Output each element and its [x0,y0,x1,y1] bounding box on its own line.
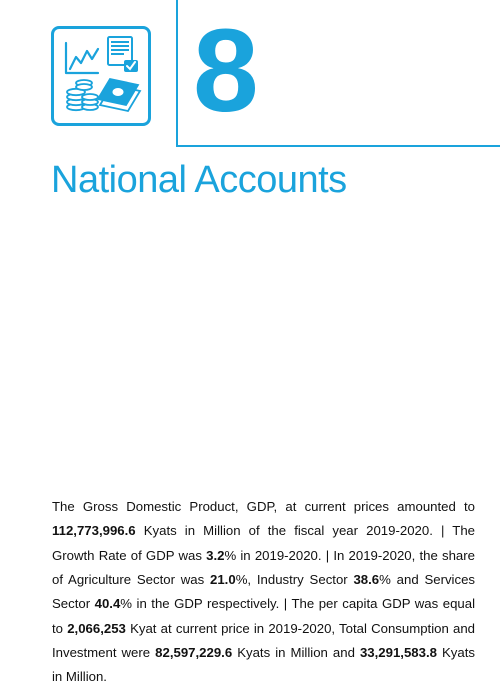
consumption-value: 82,597,229.6 [155,644,233,660]
services-share-value: 40.4 [94,596,121,612]
industry-share-value: 38.6 [353,572,380,588]
chapter-number: 8 [193,5,257,137]
header-vertical-rule [176,0,178,146]
per-capita-gdp-value: 2,066,253 [67,620,126,636]
summary-text: % in the GDP respectively. | The per capita GDP was equal to [52,596,476,636]
summary-text: The Gross Domestic Product, GDP, at current prices amounted to [52,499,475,515]
summary-text: Kyats in Million and [232,644,360,660]
investment-value: 33,291,583.8 [359,644,437,660]
summary-text: % and Services Sector [52,572,476,612]
summary-text: Kyats in Million of the fiscal year 2019-2020. | The Growth Rate of GDP was [52,523,475,563]
gdp-value: 112,773,996.6 [52,523,136,539]
summary-text: Kyats in Million. [52,644,475,685]
summary-text: %, Industry Sector [235,572,354,588]
growth-rate-value: 3.2 [206,547,225,563]
summary-paragraph [52,495,475,689]
finance-chart-money-icon [54,29,148,123]
summary-text: Kyat at current price in 2019-2020, Total Consumption and Investment were [52,620,475,660]
summary-text: % in 2019-2020. | In 2019-2020, the share of Agriculture Sector was [52,547,475,588]
chapter-icon-frame [51,26,151,126]
agriculture-share-value: 21.0 [210,572,236,588]
chapter-title: National Accounts [51,159,347,201]
header-horizontal-rule [176,145,500,147]
